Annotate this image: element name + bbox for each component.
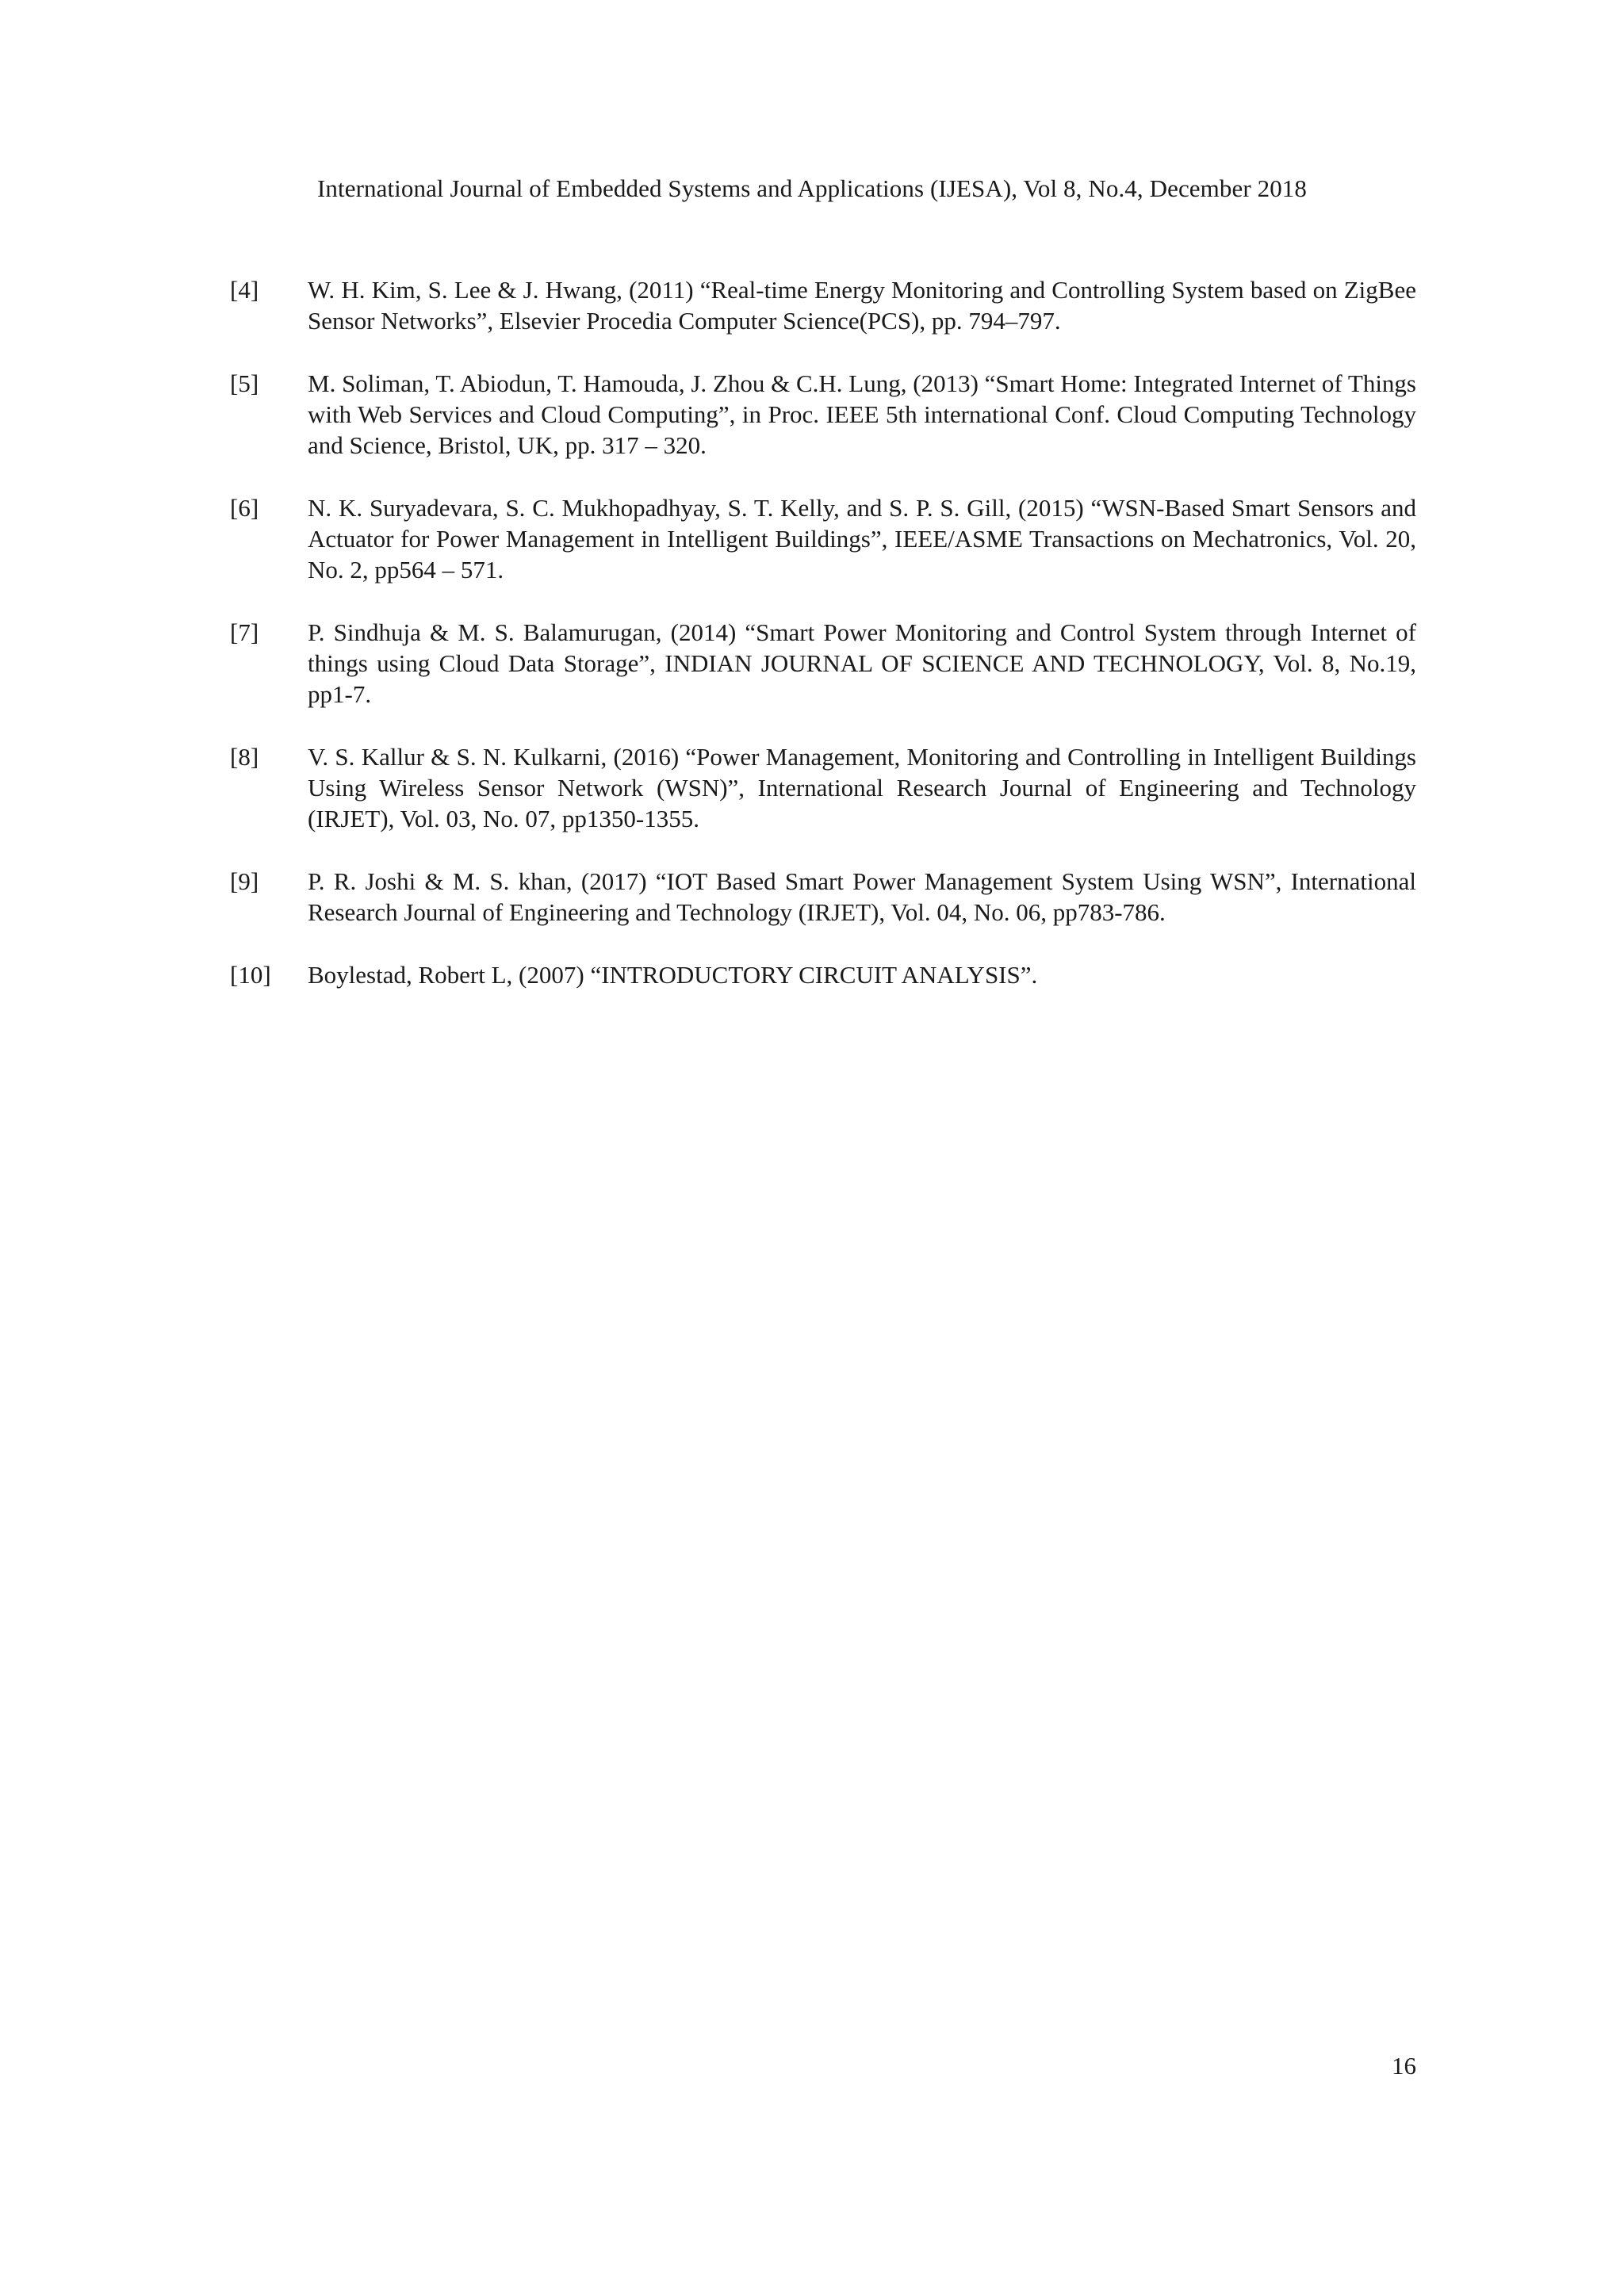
reference-item (230, 741, 1416, 834)
page-number: 16 (1392, 2052, 1416, 2080)
reference-item (230, 866, 1416, 928)
reference-item (230, 617, 1416, 710)
reference-number: [9] (230, 867, 259, 895)
reference-number: [8] (230, 743, 259, 771)
reference-number: [6] (230, 494, 259, 522)
reference-text: M. Soliman, T. Abiodun, T. Hamouda, J. Zhou & C.H. Lung, (2013) “Smart Home: Integrated Internet of Things with Web Services and Cloud Computing”, in Proc. IEEE 5th international Conf. Cloud Computing Technology and Science, Bristol, UK, pp. 317 – 320. (308, 369, 1416, 459)
running-header: International Journal of Embedded Systems and Applications (IJESA), Vol 8, No.4, December 2018 (316, 174, 1308, 202)
reference-number: [10] (230, 961, 271, 989)
reference-text: P. Sindhuja & M. S. Balamurugan, (2014) “Smart Power Monitoring and Control System through Internet of things using Cloud Data Storage”, INDIAN JOURNAL OF SCIENCE AND TECHNOLOGY, Vol. 8, No.19, pp1-7. (308, 618, 1416, 708)
reference-item (230, 274, 1416, 336)
reference-number: [7] (230, 618, 259, 646)
reference-item (230, 959, 1416, 990)
reference-number: [4] (230, 276, 259, 304)
reference-text: W. H. Kim, S. Lee & J. Hwang, (2011) “Real-time Energy Monitoring and Controlling System based on ZigBee Sensor Networks”, Elsevier Procedia Computer Science(PCS), pp. 794–797. (308, 276, 1416, 335)
reference-text: V. S. Kallur & S. N. Kulkarni, (2016) “Power Management, Monitoring and Controlling in Intelligent Buildings Using Wireless Sensor Network (WSN)”, International Research Journal of Engineering and Technology (IRJET), Vol. 03, No. 07, pp1350-1355. (308, 743, 1416, 832)
reference-text: Boylestad, Robert L, (2007) “INTRODUCTORY CIRCUIT ANALYSIS”. (308, 961, 1038, 989)
reference-item (230, 368, 1416, 461)
reference-list (230, 274, 1416, 1022)
reference-item (230, 492, 1416, 585)
reference-number: [5] (230, 369, 259, 397)
reference-text: P. R. Joshi & M. S. khan, (2017) “IOT Based Smart Power Management System Using WSN”, International Research Journal of Engineering and Technology (IRJET), Vol. 04, No. 06, pp783-786. (308, 867, 1416, 926)
reference-text: N. K. Suryadevara, S. C. Mukhopadhyay, S. T. Kelly, and S. P. S. Gill, (2015) “WSN-Based Smart Sensors and Actuator for Power Management in Intelligent Buildings”, IEEE/ASME Transactions on Mechatronics, Vol. 20, No. 2, pp564 – 571. (308, 494, 1416, 584)
